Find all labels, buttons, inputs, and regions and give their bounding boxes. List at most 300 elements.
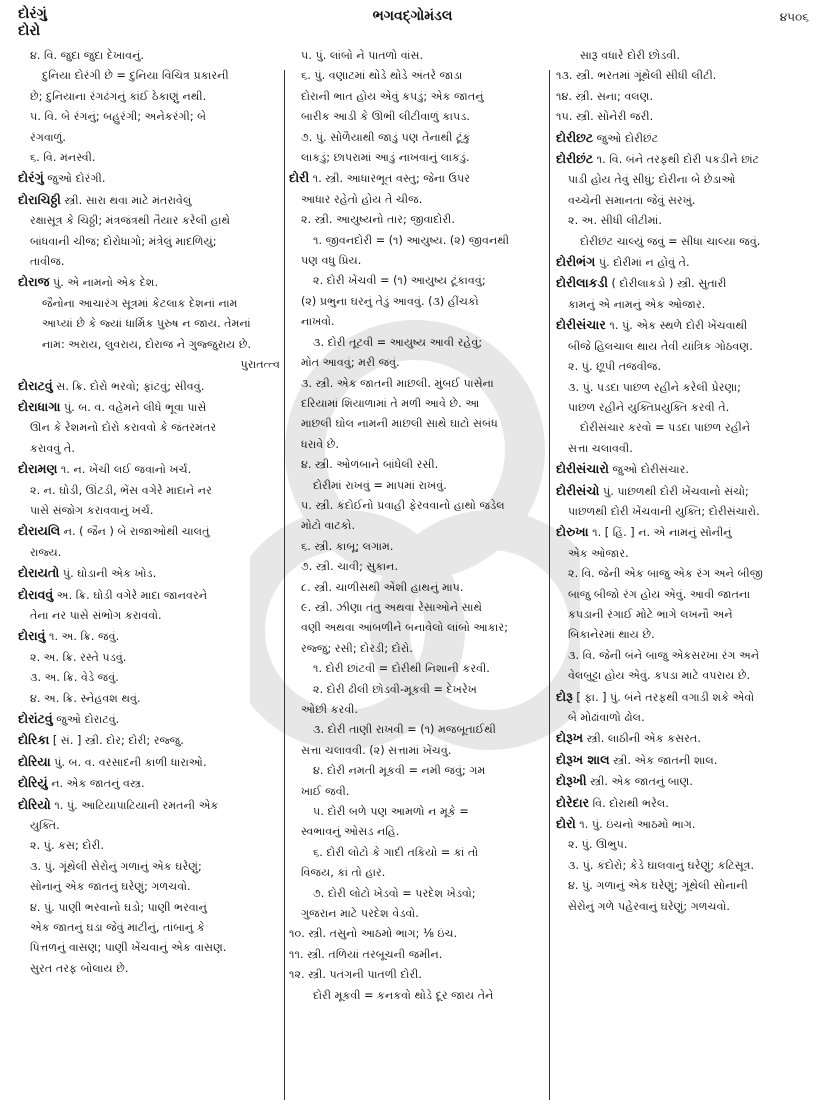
definition-line [18,418,280,438]
dictionary-entry [18,272,280,293]
definition-line [289,128,545,148]
definition-text: સોનાનું એક જાતનું ઘરેણું; ગળચવો. [30,880,191,894]
definition-text: સત્તા ચલાવવી. [568,441,633,455]
definition-line [289,945,545,965]
definition-text: સત્તા ચલાવવી. (૨) સત્તામાં ખેંચવું. [301,743,452,757]
definition-text: ઓછી કરવી. [301,703,359,716]
definition-text: પું. એ નામનો એક દેશ. [49,276,159,290]
definition-line [289,782,545,802]
definition-text: ૨. પું. છૂપી તજવીજ. [568,360,662,374]
definition-line [289,863,545,883]
definition-line [556,357,812,377]
definition-line [556,856,812,876]
definition-text: રંગવાળું. [30,130,66,144]
definition-text: વચ્ચેની સમાનતા જેવું સરખું. [568,193,696,207]
definition-line [556,191,812,211]
definition-line [289,231,545,251]
headword: દોરામણ [18,461,58,477]
definition-line [556,625,812,645]
definition-text: ૧. પું. એક સ્થળે દોરી ખેંચવાથી [605,319,748,333]
definition-text: દોરી મૂકવી = કનકવો થોડે દૂર જાય તેને [313,988,494,1002]
definition-line [289,720,545,740]
dictionary-entry [289,168,545,189]
headword: દોરીસંચારો [556,461,609,477]
definition-text: ૬. વિ. મનસ્વી. [30,151,96,165]
definition-line [289,557,545,577]
definition-line [289,537,545,557]
definition-text: દોરાની ભાત હોય એવું કપડું; એક જાતનું [301,89,484,103]
definition-line [556,502,812,522]
definition-text: બિકાનેરમાં થાય છે. [568,628,655,642]
definition-text: નામ: અરાય, લુવરાય, દોરાજ ને ગુજ્જુરાય છે. [42,337,252,351]
dictionary-entry [18,376,280,397]
definition-text: ૬. દોરી લોટો કે ગાદી તકિયો = કાં તો [313,845,479,859]
definition-text: ૧૨. સ્ત્રી. પતંગની પાતળી દોરી. [289,968,422,982]
definition-line [289,374,545,394]
definition-text: વેલબુટ્ટા હોય એવું. કપડા માટે વપરાય છે. [568,669,751,683]
definition-text: ન. એક જાતનું વસ્ત્ર. [47,777,145,791]
definition-line [556,666,812,686]
definition-text: પાસે સંજોગ કરાવવાનું ખર્ચ. [30,503,154,517]
headword: દોરાજ [18,274,50,290]
definition-line [18,606,280,626]
definition-text: ૭. પું. સોળૈયાથી જાડું પણ તેનાથી ટૂંકું [301,130,471,144]
definition-line [289,986,545,1006]
definition-text: ધરાવે છે. [301,437,339,451]
dictionary-entry [18,773,280,794]
definition-line [556,605,812,625]
definition-text: સ્વભાવનું ઓસડ નહિ. [301,825,400,839]
definition-text: દરિયામાં શિયાળામાં તે મળી આવે છે. આ [301,396,480,410]
dictionary-entry [18,730,280,751]
definition-text: દુનિયા દોરંગી છે = દુનિયા વિચિત્ર પ્રકારની [42,69,229,83]
definition-line [556,87,812,107]
definition-line [289,312,545,332]
definition-text: ૩. દોરી તૂટવી = આયુષ્ય આવી રહેવું; [313,335,483,349]
definition-line [289,333,545,353]
definition-text: ૪. સ્ત્રી. ઓળંબાને બાંધેલી રસી. [301,458,439,472]
definition-line [289,210,545,230]
guide-word-bottom: દોરો [18,23,41,39]
headword: દોરંગું [18,170,44,186]
definition-line [556,585,812,605]
definition-text: પિત્તળનું વાસણ; પાણી ખેંચવાનું એક વાસણ. [30,941,227,955]
definition-line [289,965,545,985]
definition-text: વણી અથવા આંબળીને બનાવેલો લાંબો આકાર; [301,621,508,635]
definition-text: ૫. સ્ત્રી. કંદોઈનો પ્રવાહી ફેરવવાનો હાથો જડેલ [301,498,505,512]
definition-line [556,418,812,438]
definition-line [289,46,545,66]
definition-text: ૧૩. સ્ત્રી. ભરતમાં ગૂંથેલી સીધી લીટી. [556,69,717,83]
definition-text: ૧. [ હિં. ] ન. એ નામનું સોનીનું [588,526,732,540]
definition-text: સ્ત્રી. એક જાતનું બાણ. [586,775,693,789]
definition-line [556,398,812,418]
definition-text: એક ઓજાર. [568,546,629,560]
definition-line [18,689,280,709]
headword: દોરિયું [18,775,48,791]
definition-text: તાવીજ. [30,255,65,269]
definition-text: દોરીમાં રાખવું = માપમાં રાખવું. [313,478,447,492]
dictionary-entry [556,793,812,814]
definition-text: ૩. પું. કંદોરો; કેડે ઘાલવાનું ઘરેણું; કટિસૂત્ર. [568,858,755,872]
headword: દોરૂખ [556,730,584,746]
definition-line [289,455,545,475]
definition-text: ન. ( જૈન ) બે રાજાઓથી ચાલતું [60,525,210,539]
dictionary-entry [556,750,812,771]
definition-line [289,271,545,291]
dictionary-entry [556,149,812,170]
definition-text: [ ફા. ] પું. બંને તરફથી વગાડી શકે એવો [572,690,755,704]
definition-text: ૧. ન. ખેંચી લઈ જવાનો ખર્ચ. [57,463,192,477]
definition-line [289,66,545,86]
definition-line [289,618,545,638]
definition-text: [ સં. ] સ્ત્રી. દોર; દોરી; રજ્જુ. [49,734,184,748]
definition-text: જૈનોના આચારંગ સૂત્રમાં કેટલાક દેશનાં નામ [42,296,238,310]
definition-text: ૭. સ્ત્રી. ચાવી; સુકાન. [301,560,398,574]
definition-line [18,959,280,979]
dictionary-entry [18,563,280,584]
definition-text: જુઓ દોરીછંટ [593,131,659,145]
definition-line [18,918,280,938]
headword: દોરાયતો [18,565,60,581]
definition-text: ૧૧. સ્ત્રી. તળિયાં તરબૂચની જમીન. [289,947,443,961]
definition-text: ૨. દોરી ખેંચવી = (૧) આયુષ્ય ટૂંકાવવું; [313,274,486,288]
dictionary-entry [556,814,812,835]
definition-line [556,46,812,66]
dictionary-entry [18,521,280,542]
definition-text: સારૂ વધારે દોરી છોડવી. [580,49,680,62]
definition-text: બાંધવાની ચીજ; દોરોધાગો; મંત્રેલું માદળિયું; [30,234,217,248]
definition-text: ૧. અ. ક્રિ. જવું. [45,630,120,644]
definition-line [18,294,280,314]
definition-line [289,107,545,127]
definition-text: પાછળથી દોરી ખેંચવાની યુક્તિ; દોરીસંચારો. [568,504,760,518]
definition-line [18,355,280,375]
definition-text: ૫. વિ. બે રંગનું; બહુરંગી; અનેકરંગી; બે [30,110,207,124]
definition-text: કપડાની રંગાઈ મોટે ભાગે લખનૌ અને [568,607,733,621]
definition-line [556,170,812,190]
definition-line [18,148,280,168]
headword: દોરાયલિ [18,523,61,539]
definition-text: તેના નર પાસે સંભોગ કરાવવો. [30,608,162,622]
definition-text: સ્ત્રી. સારા થવા માટે મંતરાવેલું [60,193,192,207]
definition-text: ૧૪. સ્ત્રી. સના; વલણ. [556,89,654,103]
definition-line [18,877,280,897]
column-middle [289,46,545,1006]
definition-line [18,232,280,252]
definition-text: ૨. અ. ક્રિ. રસ્તે પડવું. [30,650,127,664]
definition-line [556,708,812,728]
definition-text: ૩. અ. ક્રિ. વેડે જવું. [30,671,119,685]
definition-text: એક જાતનું ઘડા જેવું માટીનું, તાંબાનું કે [30,921,205,935]
definition-text: ૩. પું. પડદા પાછળ રહીને કરેલી પ્રેરણા; [568,380,741,394]
definition-line [289,598,545,618]
dictionary-entry [556,771,812,792]
definition-line [289,87,545,107]
definition-line [18,252,280,272]
definition-line [289,394,545,414]
headword: દોરીછટ [556,129,594,145]
definition-line [289,822,545,842]
definition-line [556,295,812,315]
definition-line [556,439,812,459]
definition-text: આપ્યાં છે કે જ્યાં ધાર્મિક પુરુષ ન જાય. તેમનાં [42,317,251,331]
definition-line [18,816,280,836]
definition-text: પાછળ રહીને યુક્તિપ્રયુક્તિ કરવી તે. [568,400,730,414]
definition-line [556,232,812,252]
definition-line [556,876,812,896]
headword: દોરેદાર [556,794,590,810]
definition-text: ૪. દોરી નમતી મૂકવી = નમી જવું; ગમ [313,764,486,778]
dictionary-entry [18,795,280,816]
definition-text: વિજય, કાં તો હાર. [301,866,386,880]
headword: દોરૂખ શાલ [556,751,610,767]
dictionary-entry [556,728,812,749]
definition-text: ૩. પું. ગૂંથેલી સેરોનું ગળાનું એક ઘરેણું; [30,859,202,873]
definition-text: પાડી હોય તેવું સીધું; દોરીના બે છેડાઓ [568,173,736,187]
definition-text: (૨) પ્રભુના ઘરનું તેડું આવવું. (૩) હીંચકો [301,294,479,308]
definition-line [289,680,545,700]
definition-line [289,659,545,679]
definition-line [556,66,812,86]
definition-line [18,648,280,668]
headword: દોરાવું [18,628,46,644]
definition-text: જુઓ દોરંગી. [43,172,106,186]
definition-line [556,544,812,564]
definition-line [289,578,545,598]
definition-line [556,378,812,398]
headword: દોરિકા [18,732,50,748]
definition-line [556,646,812,666]
dictionary-entry [556,481,812,502]
definition-line [289,353,545,373]
definition-text: ૧૦. સ્ત્રી. તસુનો આઠમો ભાગ; ⅛ ઇંચ. [289,927,458,941]
definition-text: ૨. સ્ત્રી. આયુષ્યનો તાર; જીવાદોરી. [301,213,455,227]
definition-text: દોરીસંચાર કરવો = પડદા પાછળ રહીને [580,421,751,435]
definition-line [18,938,280,958]
definition-text: ૨. પું. કસ; દોરી. [30,839,104,853]
definition-line [289,190,545,210]
definition-text: ૨. દોરી ઢીલી છોડવી-મૂકવી = દેખરેખ [313,682,477,696]
definition-line [18,668,280,688]
definition-text: ૧૫. સ્ત્રી. સોનેરી જરી. [556,110,654,124]
definition-line [18,543,280,563]
page-header [0,0,825,52]
headword: દોરાટવું [18,377,53,393]
definition-text: ૪. પું. પાણી ભરવાનો ઘડો; પાણી ભરવાનું [30,900,207,914]
definition-line [556,337,812,357]
definition-text: ઊન કે રેશમનો દોરો કરાવવો કે જંતરમંતર [30,421,217,435]
dictionary-entry [18,397,280,418]
definition-text: ૪. પું. ગળાનું એક ઘરેણું; ગૂંથેલી સોનાની [568,879,748,893]
definition-text: પું. બ. વ. વરસાદની કાળી ધારાઓ. [50,755,207,769]
definition-line [556,564,812,584]
definition-line [18,314,280,334]
definition-text: પું. ઘોડાની એક ખોડ. [59,567,157,581]
guide-word-top: દોરંગું [18,6,47,22]
definition-line [18,335,280,355]
definition-text: ૧. જીવનદોરી = (૧) આયુષ્ય. (૨) જીવનથી [313,233,510,247]
headword: દોરૂખી [556,773,587,789]
headword: દોરીભંગ [556,254,596,270]
definition-line [18,501,280,521]
definition-text: ( દોરીલાકડો ) સ્ત્રી. સુતારી [607,277,727,291]
definition-text: દોરીછંટ ચાલ્યું જવું = સીધા ચાલ્યા જવું. [580,234,761,248]
definition-line [289,700,545,720]
definition-line [289,496,545,516]
dictionary-entry [556,273,812,294]
definition-text: ૧. સ્ત્રી. આધારભૂત વસ્તુ; જેના ઉપર [309,172,470,186]
definition-text: મોત આવવું; મરી જવું. [301,356,400,370]
definition-line [289,904,545,924]
headword: દોરીલાકડી [556,275,608,291]
dictionary-entry [18,626,280,647]
definition-text: ૧. દોરી છાંટવી = દોરીથી નિશાની કરવી. [313,662,490,676]
definition-text: ૨. ન. ઘોડી, ઊંટડી, ભેંસ વગેરે માદાને નર [30,483,212,497]
definition-line [289,741,545,761]
definition-text: ૩. વિ. જેની બંને બાજુ એકસરખા રંગ અને [568,648,760,662]
definition-line [289,843,545,863]
definition-line [18,898,280,918]
definition-text: સ્ત્રી. લાઠીની એક કસરત. [583,732,701,746]
definition-line [556,897,812,917]
definition-text: ૨. પું. ઊભુપ. [568,838,628,852]
definition-text: બાજુ બીજો રંગ હોય એવું. આવી જાતના [568,587,751,601]
headword: દોરીસંચો [556,482,600,498]
definition-text: માછલી ઘોલ નામની માછલી સાથે ઘાટો સંબંધ [301,417,498,431]
headword: દોરો [556,816,576,832]
definition-text: સ. ક્રિ. દોરો ભરવો; ફાંટવું; સીવવું. [52,379,205,393]
headword: દોરિયો [18,796,51,812]
definition-text: કરાવવું તે. [30,441,75,455]
definition-text: સ્ત્રી. એક જાતની શાલ. [609,753,718,767]
definition-line [18,836,280,856]
definition-text: યુક્તિ. [30,819,60,833]
definition-text: ૧. વિ. બંને તરફથી દોરી પકડીને છાંટ [593,153,760,167]
definition-text: રાજ્ય. [30,545,62,559]
headword: દોરૂ [556,688,573,704]
definition-text: ૮. સ્ત્રી. ચાળીસથી એંશી હાથનું માપ. [301,580,464,594]
definition-text: રજ્જુ; રસી; દોરડી; દોરો. [301,641,413,655]
headword: દોરાવવું [18,586,54,602]
definition-text: અ. ક્રિ. ઘોડી વગેરે માદા જાનવરને [53,588,208,602]
column-divider [549,70,550,1100]
definition-text: છે; દુનિયાના રંગઢંગનું કાંઈ ઠેકાણું નથી. [30,89,207,103]
dictionary-entry [18,585,280,606]
page-number: ૪૫૦૬ [779,10,809,24]
definition-text: ૩. સ્ત્રી. એક જાતની માછલી. મુંબઈ પાસેના [301,376,494,390]
definition-text: ૨. વિ. જેની એક બાજુ એક રંગ અને બીજી [568,567,763,581]
definition-text: પું. પાછળથી દોરી ખેંચવાનો સંચો; [599,484,749,498]
definition-line [289,414,545,434]
definition-line [18,481,280,501]
definition-line [18,857,280,877]
definition-text: ૧. પું. ઇંચનો આઠમો ભાગ. [575,818,696,832]
dictionary-entry [18,168,280,189]
definition-line [289,148,545,168]
definition-line [18,46,280,66]
column-right [556,46,812,917]
definition-line [556,211,812,231]
definition-line [289,435,545,455]
definition-text: પુરાતત્ત્વ [240,358,280,372]
definition-line [18,128,280,148]
headword: દોરી [289,170,310,186]
dictionary-entry [556,252,812,273]
definition-line [289,802,545,822]
definition-text: જુઓ દોરાટવું. [52,713,120,726]
headword: દોરિયા [18,753,51,769]
definition-line [18,211,280,231]
headword: દોરાંટવું [18,711,53,726]
dictionary-entry [556,459,812,480]
definition-line [289,251,545,271]
definition-line [18,66,280,86]
definition-text: બે મોઢાંવાળો ઢોલ. [568,711,645,724]
definition-text: વિ. દોરાથી ભરેલ. [589,796,669,810]
headword: દોરાધાગા [18,398,61,414]
dictionary-entry [556,687,812,708]
definition-text: ગુજરાન માટે પરદેશ વેડવો. [301,907,419,921]
headword: દોરુખા [556,524,589,540]
definition-text: જુઓ દોરીસંચાર. [608,463,689,477]
definition-text: ૩. દોરી તાણી રાખવી = (૧) મજબૂતાઈથી [313,723,497,737]
definition-line [289,639,545,659]
headword: દોરીસંચાર [556,317,606,333]
definition-text: ખાઈ જવી. [301,784,350,798]
definition-line [289,476,545,496]
dictionary-entry [556,522,812,543]
headword: દોરીછંટ [556,151,594,167]
dictionary-entry [556,315,812,336]
dictionary-entry [18,752,280,773]
definition-line [556,835,812,855]
definition-text: બીજે હિલચાલ થાય તેવી યાંત્રિક ગોઠવણ. [568,339,753,353]
definition-text: નાખવો. [301,315,335,329]
definition-line [289,516,545,536]
definition-text: આધાર રહેતો હોય તે ચીજ. [301,192,423,206]
definition-text: કામનું એ નામનું એક ઓજાર. [568,297,706,311]
definition-line [289,761,545,781]
definition-line [289,924,545,944]
definition-text: પું. બ. વ. વહેમને લીધે ભૂવા પાસે [60,400,207,414]
definition-text: ૫. દોરી બળે પણ આમળો ન મૂકે = [313,805,469,819]
definition-line [18,87,280,107]
definition-line [289,292,545,312]
definition-text: રક્ષાસૂત્ર કે ચિઠ્ઠી; મંત્રજંત્રથી તૈયાર કરેલી હાથે [30,214,231,228]
definition-line [18,439,280,459]
definition-text: ૨. અ. સીધી લીટીમાં. [568,214,662,228]
definition-text: પણ વધુ પ્રિય. [301,254,362,268]
definition-text: ૭. દોરી લોટો ખેડવો = પરદેશ ખેડવો; [313,886,476,900]
headword: દોરાચિઠ્ઠી [18,191,61,207]
definition-text: ૪. વિ. જુદા જુદા દેખાવનું. [30,49,144,62]
definition-text: ૫. પું. લાંબો ને પાતળો વાંસ. [301,49,424,62]
definition-text: સુરત તરફ બોલાય છે. [30,961,129,975]
dictionary-entry [556,128,812,149]
definition-line [289,884,545,904]
dictionary-entry [18,190,280,211]
dictionary-entry [18,459,280,480]
definition-text: ૯. સ્ત્રી. ઝીણા તંતુ અથવા રેસાઓને સાથે [301,600,483,614]
definition-text: ૬. પું. વણાટમાં થોડે થોડે અંતરે જાડા [301,69,463,83]
definition-text: ૬. સ્ત્રી. કાબૂ; લગામ. [301,539,394,553]
column-left [18,46,280,979]
definition-text: લાકડું; છાપરામાં આડું નાખવાનું લાકડું. [301,151,470,165]
dictionary-entry [18,709,280,730]
definition-line [18,107,280,127]
definition-text: મોટો વાટકો. [301,519,356,533]
